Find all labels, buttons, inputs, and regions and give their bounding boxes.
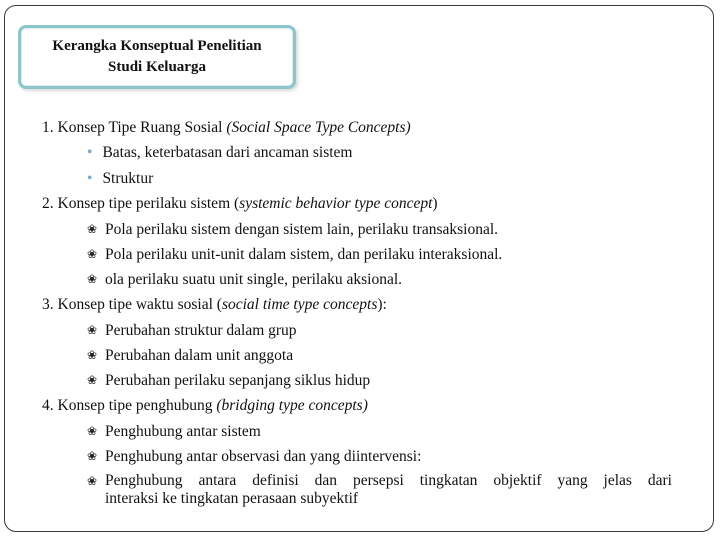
section-paren-close: ) [432,195,438,212]
title-box [18,25,296,89]
section-number: 1. [42,119,54,136]
section-paren-close: ): [377,296,387,313]
section-3-heading [42,296,387,314]
arrow-bullet-icon: ❀ [87,424,98,438]
list-item-text: Struktur [102,170,154,187]
list-item [87,371,370,390]
arrow-bullet-icon: ❀ [87,373,98,387]
list-item [87,321,297,340]
list-item-text: Perubahan struktur dalam grup [105,322,297,339]
bullet-dot-icon: • [87,170,93,187]
list-item [87,144,353,162]
section-text: Konsep tipe penghubung [57,397,213,414]
section-text: Konsep Tipe Ruang Sosial [57,119,223,136]
list-item [87,270,402,289]
section-paren-open: ( [216,296,222,313]
list-item-text: Penghubung antar sistem [105,423,261,440]
list-item-text: Pola perilaku unit-unit dalam sistem, dan perilaku interaksional. [105,246,503,263]
title-line-1: Kerangka Konseptual Penelitian [52,38,262,54]
list-item [87,346,293,365]
section-text: Konsep tipe perilaku sistem [57,195,231,212]
arrow-bullet-icon: ❀ [87,474,98,488]
section-text: Konsep tipe waktu sosial [57,296,213,313]
section-italic: social time type concepts [221,296,378,313]
list-item [87,170,153,188]
arrow-bullet-icon: ❀ [87,247,98,261]
list-item-text: Penghubung antar observasi dan yang diintervensi: [105,448,422,465]
arrow-bullet-icon: ❀ [87,449,98,463]
section-italic: systemic behavior type concept [239,195,433,212]
section-number: 2. [42,195,54,212]
section-paren-open: ( [234,195,240,212]
list-item-text: Batas, keterbatasan dari ancaman sistem [102,144,353,161]
arrow-bullet-icon: ❀ [87,323,98,337]
bullet-dot-icon: • [87,144,93,161]
arrow-bullet-icon: ❀ [87,222,98,236]
list-item-text: Pola perilaku sistem dengan sistem lain, perilaku transaksional. [105,221,499,238]
section-italic: (Social Space Type Concepts) [226,119,411,136]
section-italic: (bridging type concepts) [216,397,368,414]
section-2-heading [42,195,438,213]
list-item [87,472,105,491]
list-item-text: Penghubung antara definisi dan persepsi tingkatan objektif yang jelas dari [105,472,672,489]
section-number: 4. [42,397,54,414]
list-item [87,447,421,466]
list-item [87,220,498,239]
section-4-heading [42,397,368,415]
title-line-2: Studi Keluarga [108,59,206,75]
list-item-continuation: interaksi ke tingkatan perasaan subyektif [105,490,359,507]
list-item-text: ola perilaku suatu unit single, perilaku aksional. [105,271,403,288]
section-number: 3. [42,296,54,313]
list-item-text: Perubahan perilaku sepanjang siklus hidup [105,372,371,389]
arrow-bullet-icon: ❀ [87,272,98,286]
arrow-bullet-icon: ❀ [87,348,98,362]
list-item-text: Perubahan dalam unit anggota [105,347,294,364]
list-item [87,245,502,264]
list-item [87,422,261,441]
section-1-heading [42,119,411,137]
